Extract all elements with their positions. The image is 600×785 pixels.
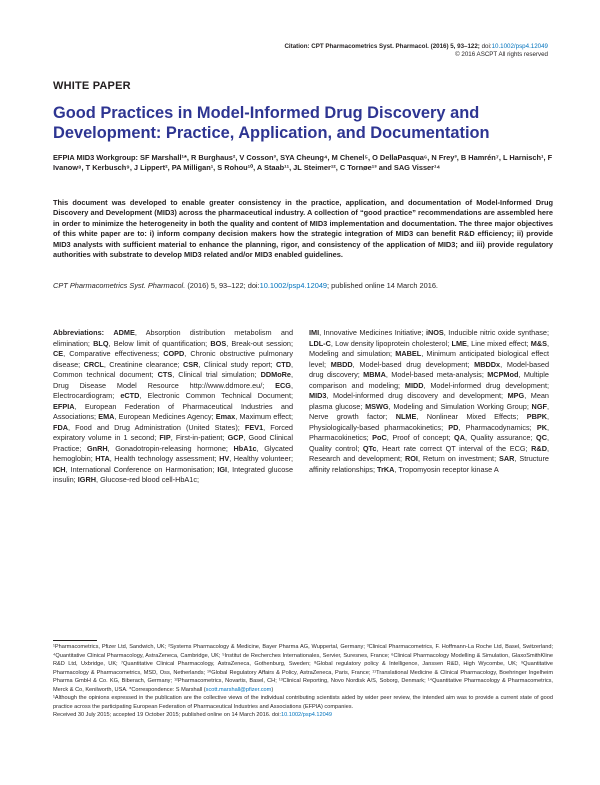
abbreviation-definition: Return on investment;	[422, 454, 497, 463]
abbreviation-term: iNOS	[425, 328, 444, 337]
abbreviations-heading: Abbreviations:	[53, 328, 105, 337]
abbreviation-term: FDA	[53, 422, 68, 432]
abbreviation-definition: Clinical study report;	[203, 359, 273, 369]
copyright-line	[208, 51, 548, 59]
abbreviation-definition: Clinical trial simulation;	[178, 370, 257, 379]
affiliations	[53, 643, 553, 694]
author-list: EFPIA MID3 Workgroup: SF Marshall¹*, R Burghaus², V Cosson³, SYA Cheung⁴, M Chenel⁵, O DellaPasqua⁶, N Frey³, B Hamrén⁷, L Harnisch¹, F Ivanow⁸, T Kerbusch⁹, J Lippert², PA Milligan¹, S Rohou¹⁰, A Staab¹¹, JL Steimer¹², C Tornøe¹³ and SAG Visser¹⁴	[53, 153, 553, 173]
abbreviation-term: PD	[448, 422, 459, 432]
abbreviation-definition: Nonlinear Mixed Effects;	[426, 412, 519, 421]
abbreviation-definition: Glycated hemoglobin;	[53, 443, 293, 463]
abbreviation-term: DDMoRe	[260, 370, 291, 379]
abbreviation-term: BLQ	[93, 338, 109, 348]
abbreviation-definition: First-in-patient;	[175, 433, 225, 442]
affiliations-end: )	[271, 686, 274, 693]
abbreviations-column-left: Abbreviations: ADME, Absorption distribution metabolism and elimination; BLQ, Below limit of quantification; BOS, Break-out session; CE, Comparative effectiveness; COPD, Chronic obstructive pulmonary disease; CRCL, Creatinine clearance; CSR, Clinical study report; CTD, Common technical document; CTS, Clinical trial simulation; DDMoRe, Drug Disease Model Resource http://www.ddmore.eu/; ECG, Electrocardiogram; eCTD, Electronic Common Technical Document; EFPIA, European Federation of Pharmaceutical Industries and Associations; EMA, European Medicines Agency; Emax, Maximum effect; FDA, Food and Drug Administration (United States); FEV1, Forced expiratory volume in 1 second; FIP, First-in-patient; GCP, Good Clinical Practice; GnRH, Gonadotropin-releasing hormone; HbA1c, Glycated hemoglobin; HTA, Health technology assessment; HV, Healthy volunteer; ICH, International Conference on Harmonisation; IGI, Integrated glucose insulin; IGRH, Glucose-red blood cell-HbA1c;	[53, 328, 294, 484]
footnote-rule	[53, 640, 97, 641]
citation-doi-label: doi:	[481, 43, 492, 50]
abbreviation-term: LDL-C	[309, 338, 331, 348]
abbreviation-term: M&S	[530, 338, 547, 348]
abstract-doi-link[interactable]: 10.1002/psp4.12049	[259, 281, 328, 290]
abbreviation-term: CSR	[182, 359, 199, 369]
abbreviation-term: FIP	[159, 433, 171, 442]
abbreviation-definition: Food and Drug Administration (United States);	[75, 422, 240, 432]
abstract-published: ; published online 14 March 2016.	[327, 281, 438, 290]
abstract-citation	[53, 281, 553, 291]
abbreviation-term: QTc	[362, 443, 377, 453]
abbreviation-term: MPG	[507, 391, 525, 400]
abbreviations-column-right: IMI, Innovative Medicines Initiative; iNOS, Inducible nitric oxide synthase; LDL-C, Low density lipoprotein cholesterol; LME, Line mixed effect; M&S, Modeling and simulation; MABEL, Minimum anticipated biological effect level; MBDD, Model-based drug development; MBDDx, Model-based drug discovery; MBMA, Model-based meta-analysis; MCPMod, Multiple comparison and modeling; MIDD, Model-informed drug development; MID3, Model-informed drug discovery and development; MPG, Mean plasma glucose; MSWG, Modeling and Simulation Working Group; NGF, Nerve growth factor; NLME, Nonlinear Mixed Effects; PBPK, Physiologically-based pharmacokinetics; PD, Pharmacodynamics; PK, Pharmacokinetics; PoC, Proof of concept; QA, Quality assurance; QC, Quality control; QTc, Heart rate correct QT interval of the ECG; R&D, Research and development; ROI, Return on investment; SAR, Structure affinity relationships; TrKA, Tropomyosin receptor kinase A	[309, 328, 550, 474]
abbreviation-term: NGF	[531, 401, 547, 411]
abbreviation-term: COPD	[163, 349, 185, 358]
abbreviation-definition: Structure affinity relationships;	[309, 454, 549, 474]
abbreviation-term: SAR	[499, 454, 515, 463]
abbreviation-definition: European Federation of Pharmaceutical Industries and Associations;	[53, 401, 293, 421]
abbreviation-term: eCTD	[120, 391, 140, 400]
abbreviation-definition: Proof of concept;	[392, 433, 451, 442]
abbreviation-term: ECG	[275, 380, 291, 390]
abbreviation-term: MBDDx	[474, 359, 501, 369]
abbreviation-term: CRCL	[83, 359, 104, 369]
abbreviation-definition: Model-based meta-analysis;	[391, 370, 484, 379]
abbreviation-definition: Tropomyosin receptor kinase A	[398, 464, 499, 474]
abbreviation-definition: Maximum effect;	[239, 412, 293, 421]
abbreviation-definition: Model-informed drug development;	[430, 380, 550, 390]
abbreviation-definition: Break-out session;	[231, 338, 293, 348]
abbreviation-definition: Modeling and Simulation Working Group;	[393, 401, 529, 411]
abbreviation-definition: Creatinine clearance;	[109, 359, 180, 369]
abbreviation-term: FEV1	[244, 422, 264, 432]
abbreviation-definition: Mean plasma glucose;	[309, 391, 549, 411]
abbreviation-term: MIDD	[404, 380, 424, 390]
abbreviation-definition: Glucose-red blood cell-HbA1c;	[100, 475, 200, 484]
abbreviation-term: CTS	[157, 370, 173, 379]
abbreviation-definition: Health technology assessment;	[114, 454, 217, 463]
disclaimer: ¹Although the opinions expressed in the publication are the collective views of the individual contributing scientists aided by wider peer review, the intended aim was to provide a current state of good practice across the participating European Federation of Pharmaceutical Industries and Associations (EFPIA) companies.	[53, 695, 553, 710]
abbreviation-definition: Pharmacodynamics;	[465, 422, 532, 432]
abbreviation-term: ICH	[53, 464, 66, 474]
abbreviation-definition: Gonadotropin-releasing hormone;	[115, 443, 228, 453]
affiliations-text: ¹Pharmacometrics, Pfizer Ltd, Sandwich, UK; ²Systems Pharmacology & Medicine, Bayer Pharma AG, Wuppertal, Germany; ³Clinical Pharmacometrics, F. Hoffmann-La Roche Ltd, Basel, Switzerland; ⁴Quantitative Clinical Pharmacology, AstraZeneca, Cambridge, UK; ⁵Institut de Recherches Internationales, Servier, Suresnes, France; ⁶Clinical Pharmacology Modelling & Simulation, GlaxoSmithKline R&D Ltd, Uxbridge, UK; ⁷Quantitative Clinical Pharmacology, AstraZeneca, Gothenburg, Sweden; ⁸Global regulatory policy & Intelligence, Janssen R&D, High Wycombe, UK; ⁹Quantitative Pharmacology & Pharmacometrics, MSD, Oss, Netherlands; ¹⁰Global Regulatory Affairs & Policy, AstraZeneca, Paris, France; ¹¹Translational Medicine & Clinical Pharmacology, Boehringer Ingelheim Pharma GmbH & Co. KG, Biberach, Germany; ¹²Pharmacometrics, Novartis, Basel, CH; ¹³Clinical Reporting, Novo Nordisk A/S, Soborg, Denmark; ¹⁴Quantitative Pharmacology & Pharmacometrics, Merck & Co, Kenilworth, USA. *Correspondence: S Marshall (	[53, 644, 553, 693]
abbreviation-term: MBMA	[363, 370, 386, 379]
abbreviation-term: ADME	[113, 328, 135, 337]
abbreviation-definition: Heart rate correct QT interval of the ECG;	[382, 443, 528, 453]
abbreviation-term: EMA	[98, 412, 115, 421]
paper-title: Good Practices in Model-Informed Drug Discovery and Development: Practice, Application, and Documentation	[53, 104, 490, 142]
abbreviation-term: R&D	[531, 443, 547, 453]
citation-line	[208, 43, 548, 51]
abbreviation-definition: European Medicines Agency;	[118, 412, 214, 421]
abstract-ref: (2016) 5, 93–122; doi:	[187, 281, 260, 290]
abbreviation-definition: Chronic obstructive pulmonary disease;	[53, 349, 293, 369]
abbreviation-term: IGI	[217, 464, 228, 474]
abbreviation-term: MSWG	[365, 401, 389, 411]
citation-label: Citation:	[284, 43, 310, 50]
citation-journal: CPT Pharmacometrics Syst. Pharmacol.	[311, 43, 429, 50]
citation-block	[208, 43, 548, 60]
abbreviation-term: BOS	[210, 338, 227, 348]
abbreviation-term: IMI	[309, 328, 320, 337]
abbreviation-term: PK	[536, 422, 547, 432]
copyright: © 2016 ASCPT	[455, 51, 498, 59]
abbreviation-term: IGRH	[77, 475, 96, 484]
footnotes	[53, 643, 553, 720]
abbreviation-term: GnRH	[86, 443, 108, 453]
abbreviation-term: MBDD	[330, 359, 353, 369]
abstract-journal: CPT Pharmacometrics Syst. Pharmacol.	[53, 281, 186, 290]
footnote-doi-link[interactable]: 10.1002/psp4.12049	[280, 712, 332, 718]
abbreviation-definition: Quality control;	[309, 443, 360, 453]
abbreviation-definition: Multiple comparison and modeling;	[309, 370, 549, 390]
abbreviation-definition: Healthy volunteer;	[233, 454, 294, 463]
rights: All rights reserved	[498, 51, 548, 59]
abbreviation-term: HV	[219, 454, 230, 463]
abbreviation-term: MABEL	[395, 349, 422, 358]
abbreviation-definition: International Conference on Harmonisation;	[70, 464, 215, 474]
abbreviation-definition: Modeling and simulation;	[309, 349, 393, 358]
correspondence-email[interactable]: scott.marshall@pfizer.com	[205, 686, 272, 693]
abbreviation-definition: Inducible nitric oxide synthase;	[448, 328, 549, 337]
abbreviation-definition: Nerve growth factor;	[309, 412, 388, 421]
abbreviation-term: HTA	[95, 454, 110, 463]
abbreviation-definition: Model-based drug development;	[359, 359, 470, 369]
abbreviation-term: CTD	[275, 359, 291, 369]
abbreviation-term: TrKA	[377, 464, 395, 474]
abbreviation-definition: Line mixed effect;	[471, 338, 529, 348]
abbreviation-term: MCPMod	[487, 370, 519, 379]
abbreviation-definition: Innovative Medicines Initiative;	[323, 328, 424, 337]
abbreviation-term: Emax	[215, 412, 236, 421]
abbreviation-term: NLME	[395, 412, 417, 421]
abbreviation-definition: Quality assurance;	[470, 433, 533, 442]
abbreviation-term: QA	[454, 433, 465, 442]
abbreviation-term: QC	[536, 433, 547, 442]
abbreviation-term: HbA1c	[233, 443, 257, 453]
abbreviation-definition: Electrocardiogram;	[53, 391, 115, 400]
abbreviation-definition: Research and development;	[309, 454, 403, 463]
abbreviation-definition: Common technical document;	[53, 370, 154, 379]
abbreviation-definition: Physiologically-based pharmacokinetics;	[309, 422, 444, 432]
abstract: This document was developed to enable greater consistency in the practice, application, and documentation of Model-Informed Drug Discovery and Development (MID3) across the pharmaceutical industry. A collection of “good practice” recommendations are assembled here in order to minimize the heterogeneity in both the quality and content of MID3 implementation and documentation. The three major objectives of this white paper are to: i) inform company decision makers how the strategic integration of MID3 can benefit R&D efficiency; ii) provide MID3 analysts with sufficient material to enhance the planning, rigor, and consistency of the application of MID3; and iii) provide regulatory authorities with substrate to develop MID3 related and/or MID3 enabled guidelines.	[53, 198, 553, 260]
abbreviation-definition: Electronic Common Technical Document;	[147, 391, 294, 400]
abbreviation-definition: Below limit of quantification;	[113, 338, 208, 348]
abbreviation-definition: Comparative effectiveness;	[69, 349, 160, 358]
abbreviation-definition: Drug Disease Model Resource http://www.ddmore.eu/;	[53, 380, 265, 390]
section-label: WHITE PAPER	[53, 80, 131, 92]
abbreviation-definition: Model-based drug discovery;	[309, 359, 549, 379]
abbreviation-definition: Low density lipoprotein cholesterol;	[335, 338, 450, 348]
abbreviation-definition: Model-informed drug discovery and development;	[332, 391, 504, 400]
abbreviation-term: LME	[451, 338, 467, 348]
abbreviation-term: GCP	[227, 433, 244, 442]
citation-doi-link[interactable]: 10.1002/psp4.12049	[491, 43, 548, 50]
abbreviation-definition: Forced expiratory volume in 1 second;	[53, 422, 293, 442]
received-text: Received 30 July 2015; accepted 19 October 2015; published online on 14 March 2016. doi:	[53, 712, 281, 718]
abbreviation-definition: Good Clinical Practice;	[53, 433, 293, 453]
abbreviation-definition: Absorption distribution metabolism and elimination;	[53, 328, 294, 348]
abbreviation-term: CE	[53, 349, 64, 358]
abbreviation-term: ROI	[404, 454, 418, 463]
abbreviation-term: EFPIA	[53, 401, 75, 411]
abbreviation-term: PBPK	[526, 412, 547, 421]
abbreviation-definition: Pharmacokinetics;	[309, 433, 369, 442]
abbreviation-definition: Minimum anticipated biological effect level;	[309, 349, 550, 369]
abbreviation-term: PoC	[372, 433, 387, 442]
received-line	[53, 711, 553, 720]
abbreviation-term: MID3	[309, 391, 327, 400]
citation-ref: (2016) 5, 93–122;	[430, 43, 480, 50]
abbreviation-definition: Integrated glucose insulin;	[53, 464, 294, 484]
